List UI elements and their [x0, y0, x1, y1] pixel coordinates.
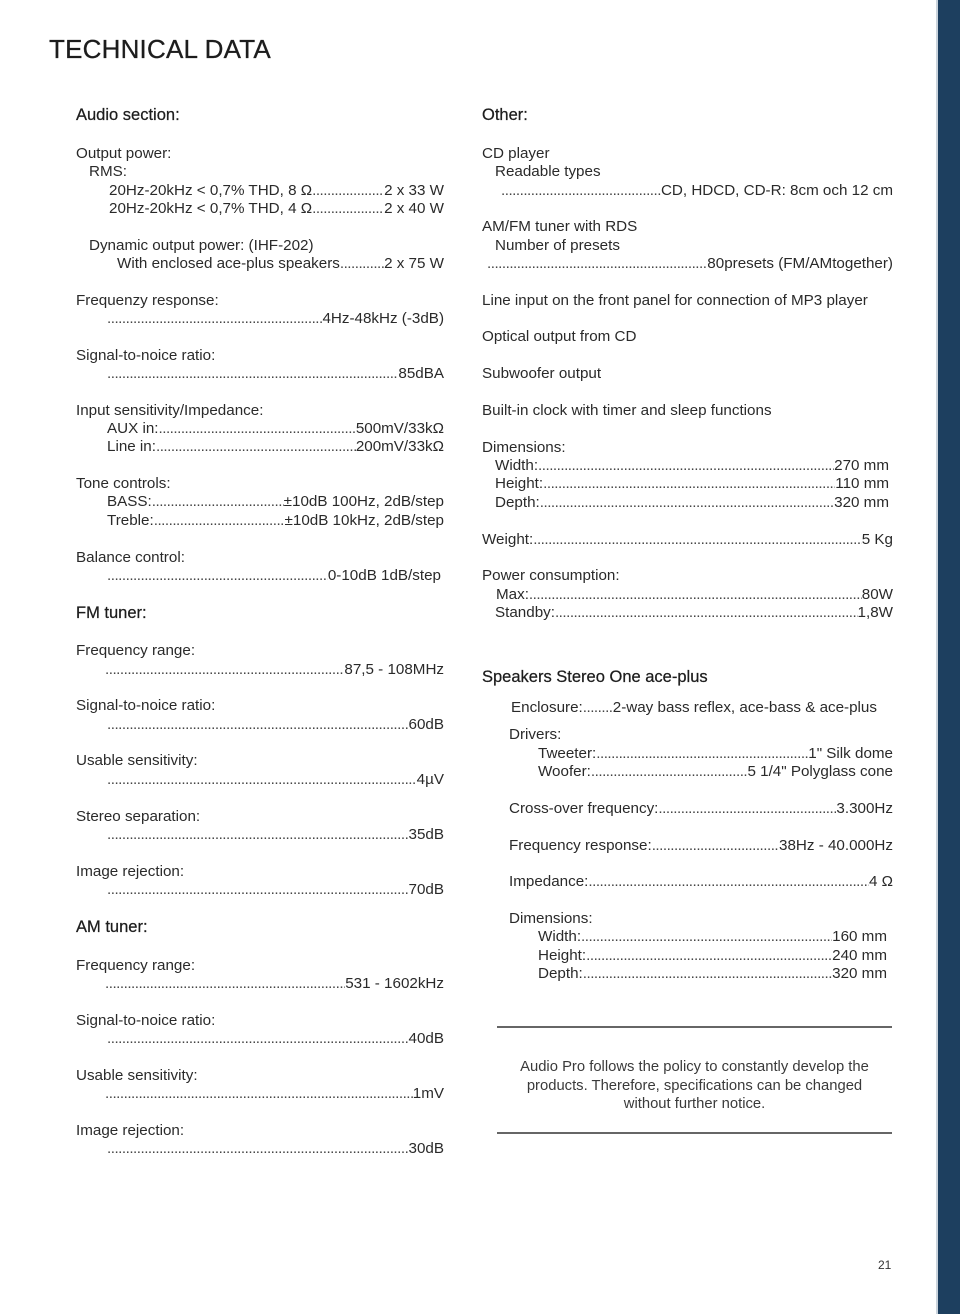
- rms-4-ohm-value: 2 x 40 W: [384, 200, 444, 217]
- speaker-width-key: Width:: [538, 928, 582, 945]
- audio-frequency-row: [107, 310, 444, 329]
- impedance-row: [509, 873, 893, 892]
- tone-controls-label: Tone controls:: [76, 475, 171, 492]
- standby-power-value: 1,8W: [857, 604, 893, 621]
- am-frequency-value: 531 - 1602kHz: [345, 975, 444, 992]
- weight-value: 5 Kg: [861, 531, 893, 548]
- speakers-heading: Speakers Stereo One ace-plus: [482, 668, 708, 686]
- other-heading: Other:: [482, 106, 528, 124]
- page-title: TECHNICAL DATA: [49, 34, 271, 64]
- readable-types-value: CD, HDCD, CD-R: 8cm och 12 cm: [660, 182, 893, 199]
- am-tuner-heading: AM tuner:: [76, 918, 148, 936]
- woofer-row: [538, 763, 893, 782]
- enclosure-row: [511, 699, 893, 718]
- speaker-frequency-row: [509, 837, 893, 856]
- audio-section-heading: Audio section:: [76, 106, 180, 124]
- drivers-label: Drivers:: [509, 726, 562, 743]
- line-in-key: Line in:: [107, 438, 156, 455]
- crossover-key: Cross-over frequency:: [509, 800, 659, 817]
- fm-snr-label: Signal-to-noice ratio:: [76, 697, 216, 714]
- dimensions-label: Dimensions:: [482, 439, 566, 456]
- max-power-value: 80W: [861, 586, 893, 603]
- tuner-rds-label: AM/FM tuner with RDS: [482, 218, 638, 235]
- fm-sensitivity-label: Usable sensitivity:: [76, 752, 198, 769]
- woofer-key: Woofer:: [538, 763, 591, 780]
- rms-8-ohm-row: [109, 182, 444, 201]
- woofer-value: 5 1/4" Polyglass cone: [747, 763, 893, 780]
- speaker-width-value: 160 mm: [832, 928, 887, 945]
- dynamic-power-label: Dynamic output power: (IHF-202): [89, 237, 314, 254]
- speaker-frequency-value: 38Hz - 40.000Hz: [779, 837, 893, 854]
- balance-control-value: 0-10dB 1dB/step: [327, 567, 441, 584]
- am-image-label: Image rejection:: [76, 1122, 185, 1139]
- notice-line-2: products. Therefore, specifications can be changed: [526, 1077, 863, 1094]
- optical-output-text: Optical output from CD: [482, 328, 637, 345]
- standby-power-key: Standby:: [495, 604, 555, 621]
- fm-frequency-value: 87,5 - 108MHz: [344, 661, 444, 678]
- impedance-value: 4 Ω: [868, 873, 893, 890]
- fm-frequency-row: [105, 661, 444, 680]
- am-sensitivity-label: Usable sensitivity:: [76, 1067, 198, 1084]
- output-power-label: Output power:: [76, 145, 172, 162]
- crossover-value: 3.300Hz: [836, 800, 893, 817]
- line-in-value: 200mV/33kΩ: [355, 438, 444, 455]
- power-consumption-label: Power consumption:: [482, 567, 620, 584]
- am-frequency-row: [105, 975, 444, 994]
- balance-control-row: [107, 567, 441, 586]
- rms-label: RMS:: [89, 163, 127, 180]
- standby-power-row: [495, 604, 893, 623]
- rms-8-ohm-key: 20Hz-20kHz < 0,7% THD, 8 Ω: [109, 182, 313, 199]
- depth-row: [495, 494, 889, 513]
- weight-key: Weight:: [482, 531, 534, 548]
- bass-key: BASS:: [107, 493, 152, 510]
- audio-frequency-value: 4Hz-48kHz (-3dB): [322, 310, 444, 327]
- page-number: 21: [878, 1258, 892, 1272]
- fm-image-row: [107, 881, 444, 900]
- speaker-height-value: 240 mm: [832, 947, 887, 964]
- speaker-frequency-key: Frequency response:: [509, 837, 652, 854]
- fm-snr-value: 60dB: [408, 716, 444, 733]
- fm-stereo-label: Stereo separation:: [76, 808, 201, 825]
- rms-4-ohm-row: [109, 200, 444, 219]
- fm-stereo-value: 35dB: [408, 826, 444, 843]
- speaker-width-row: [538, 928, 887, 947]
- crossover-row: [509, 800, 893, 819]
- weight-row: [482, 531, 893, 550]
- fm-sensitivity-value: 4µV: [416, 771, 444, 788]
- height-key: Height:: [495, 475, 544, 492]
- readable-types-row: [501, 182, 893, 201]
- aux-in-value: 500mV/33kΩ: [355, 420, 444, 437]
- fm-tuner-heading: FM tuner:: [76, 604, 147, 622]
- subwoofer-output-text: Subwoofer output: [482, 365, 602, 382]
- notice-top-rule: [497, 1026, 892, 1028]
- fm-stereo-row: [107, 826, 444, 845]
- am-snr-value: 40dB: [408, 1030, 444, 1047]
- audio-snr-row: [107, 365, 444, 384]
- depth-key: Depth:: [495, 494, 540, 511]
- speaker-depth-row: [538, 965, 887, 984]
- tweeter-row: [538, 745, 893, 764]
- tweeter-key: Tweeter:: [538, 745, 597, 762]
- am-sensitivity-value: 1mV: [412, 1085, 444, 1102]
- height-value: 110 mm: [835, 475, 889, 492]
- treble-row: [107, 512, 444, 531]
- clock-text: Built-in clock with timer and sleep functions: [482, 402, 772, 419]
- am-snr-label: Signal-to-noice ratio:: [76, 1012, 216, 1029]
- audio-snr-label: Signal-to-noice ratio:: [76, 347, 216, 364]
- audio-snr-value: 85dBA: [398, 365, 444, 382]
- width-row: [495, 457, 889, 476]
- height-row: [495, 475, 889, 494]
- audio-frequency-label: Frequenzy response:: [76, 292, 219, 309]
- enclosure-key: Enclosure:: [511, 699, 583, 716]
- speaker-depth-key: Depth:: [538, 965, 583, 982]
- speaker-height-row: [538, 947, 887, 966]
- dynamic-power-row: [117, 255, 444, 274]
- notice-line-3: without further notice.: [623, 1096, 766, 1112]
- aux-in-key: AUX in:: [107, 420, 159, 437]
- notice-line-1: Audio Pro follows the policy to constantly develop the: [520, 1059, 869, 1075]
- fm-snr-row: [107, 716, 444, 735]
- am-sensitivity-row: [105, 1085, 444, 1104]
- depth-value: 320 mm: [834, 494, 889, 511]
- cd-player-label: CD player: [482, 145, 550, 162]
- fm-sensitivity-row: [107, 771, 444, 790]
- enclosure-value: 2-way bass reflex, ace-bass & ace-plus: [612, 699, 877, 716]
- am-image-value: 30dB: [408, 1140, 444, 1157]
- bass-row: [107, 493, 444, 512]
- readable-types-label: Readable types: [495, 163, 601, 180]
- impedance-key: Impedance:: [509, 873, 589, 890]
- fm-frequency-label: Frequency range:: [76, 642, 196, 659]
- tweeter-value: 1" Silk dome: [808, 745, 893, 762]
- width-key: Width:: [495, 457, 539, 474]
- dynamic-power-key: With enclosed ace-plus speakers: [117, 255, 340, 272]
- input-sensitivity-label: Input sensitivity/Impedance:: [76, 402, 264, 419]
- fm-image-value: 70dB: [408, 881, 444, 898]
- fm-image-label: Image rejection:: [76, 863, 185, 880]
- treble-value: ±10dB 10kHz, 2dB/step: [284, 512, 444, 529]
- max-power-key: Max:: [496, 586, 529, 603]
- am-snr-row: [107, 1030, 444, 1049]
- notice-bottom-rule: [497, 1132, 892, 1134]
- line-in-row: [107, 438, 444, 457]
- presets-value: 80presets (FM/AMtogether): [707, 255, 893, 272]
- speaker-height-key: Height:: [538, 947, 587, 964]
- presets-label: Number of presets: [495, 237, 620, 254]
- rms-4-ohm-key: 20Hz-20kHz < 0,7% THD, 4 Ω: [109, 200, 313, 217]
- am-image-row: [107, 1140, 444, 1159]
- presets-row: [487, 255, 893, 274]
- am-frequency-label: Frequency range:: [76, 957, 196, 974]
- page-edge-bar: [938, 0, 960, 1314]
- notice-text: [497, 1058, 892, 1114]
- treble-key: Treble:: [107, 512, 154, 529]
- speaker-depth-value: 320 mm: [832, 965, 887, 982]
- width-value: 270 mm: [834, 457, 889, 474]
- rms-8-ohm-value: 2 x 33 W: [384, 182, 444, 199]
- max-power-row: [496, 586, 893, 605]
- balance-control-label: Balance control:: [76, 549, 185, 566]
- aux-in-row: [107, 420, 444, 439]
- speaker-dimensions-label: Dimensions:: [509, 910, 593, 927]
- dynamic-power-value: 2 x 75 W: [384, 255, 444, 272]
- bass-value: ±10dB 100Hz, 2dB/step: [283, 493, 444, 510]
- line-input-text: Line input on the front panel for connection of MP3 player: [482, 292, 868, 309]
